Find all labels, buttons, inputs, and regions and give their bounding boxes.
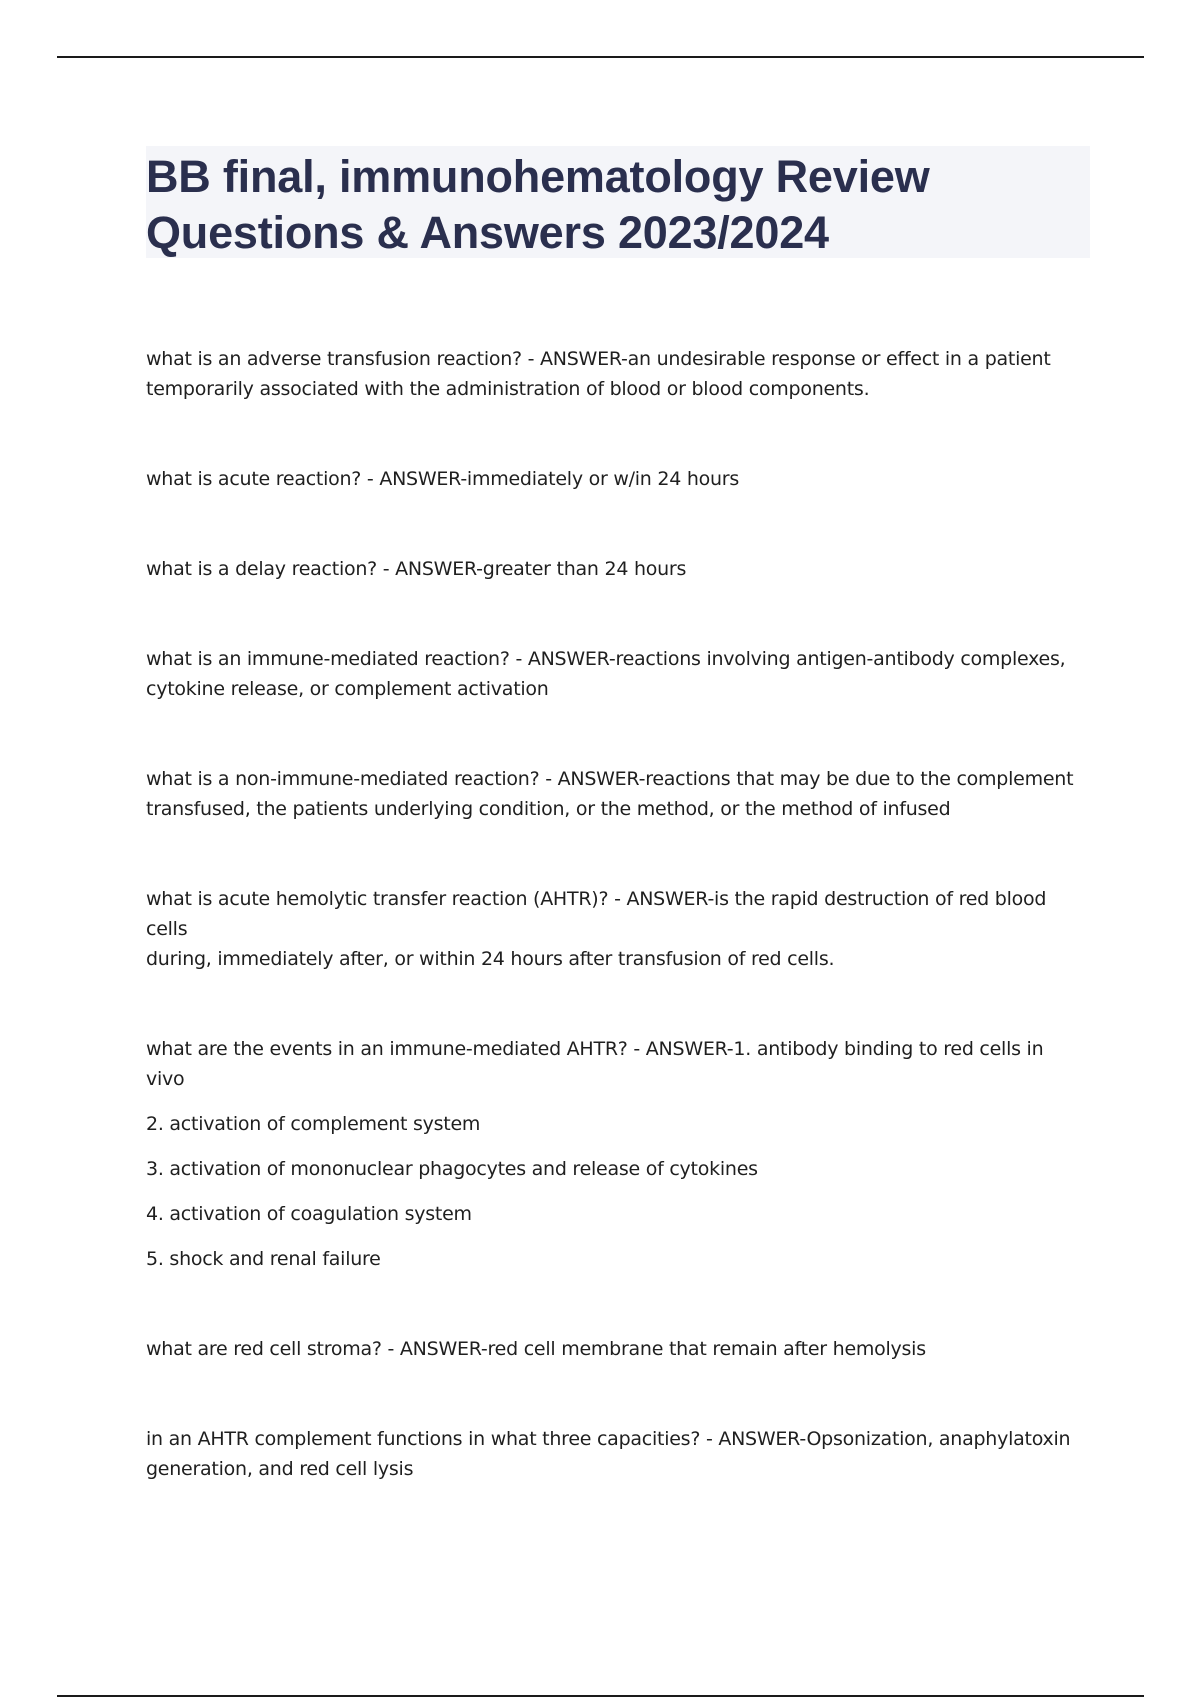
qa-text-line: cytokine release, or complement activation	[146, 678, 549, 700]
qa-item	[146, 764, 1086, 824]
qa-item	[146, 344, 1086, 404]
title-banner	[146, 146, 1090, 258]
qa-text-line: what is an adverse transfusion reaction? - ANSWER-an undesirable response or effect in a patient	[146, 348, 1051, 370]
events-qa-item	[146, 1034, 1086, 1274]
qa-item	[146, 464, 1086, 494]
bottom-rule	[57, 1695, 1144, 1697]
qa-text-line: generation, and red cell lysis	[146, 1458, 414, 1480]
top-rule	[57, 56, 1144, 58]
events-list-item: 2. activation of complement system	[146, 1113, 481, 1135]
qa-text-line: temporarily associated with the administration of blood or blood components.	[146, 378, 870, 400]
qa-item	[146, 644, 1086, 704]
qa-text-line: what is a non-immune-mediated reaction? - ANSWER-reactions that may be due to the complement	[146, 768, 1074, 790]
qa-content	[146, 344, 1086, 1544]
qa-text-line: what is a delay reaction? - ANSWER-greater than 24 hours	[146, 558, 687, 580]
qa-item	[146, 884, 1086, 974]
qa-text-line: during, immediately after, or within 24 hours after transfusion of red cells.	[146, 948, 835, 970]
qa-item	[146, 1424, 1086, 1484]
qa-text-line: in an AHTR complement functions in what three capacities? - ANSWER-Opsonization, anaphylatoxin	[146, 1428, 1071, 1450]
qa-text-line: what is acute reaction? - ANSWER-immediately or w/in 24 hours	[146, 468, 740, 490]
qa-item	[146, 554, 1086, 584]
events-question: what are the events in an immune-mediated AHTR? - ANSWER-1. antibody binding to red cells in vivo	[146, 1038, 1044, 1090]
qa-text-line: what are red cell stroma? - ANSWER-red cell membrane that remain after hemolysis	[146, 1338, 926, 1360]
events-list-item: 4. activation of coagulation system	[146, 1203, 472, 1225]
qa-text-line: what is acute hemolytic transfer reaction (AHTR)? - ANSWER-is the rapid destruction of red blood cells	[146, 888, 1047, 940]
document-title: BB final, immunohematology Review Questions & Answers 2023/2024	[146, 151, 930, 258]
qa-item	[146, 1334, 1086, 1364]
events-list-item: 3. activation of mononuclear phagocytes and release of cytokines	[146, 1158, 758, 1180]
qa-text-line: transfused, the patients underlying condition, or the method, or the method of infused	[146, 798, 951, 820]
qa-text-line: what is an immune-mediated reaction? - ANSWER-reactions involving antigen-antibody complexes,	[146, 648, 1066, 670]
events-list-item: 5. shock and renal failure	[146, 1248, 381, 1270]
